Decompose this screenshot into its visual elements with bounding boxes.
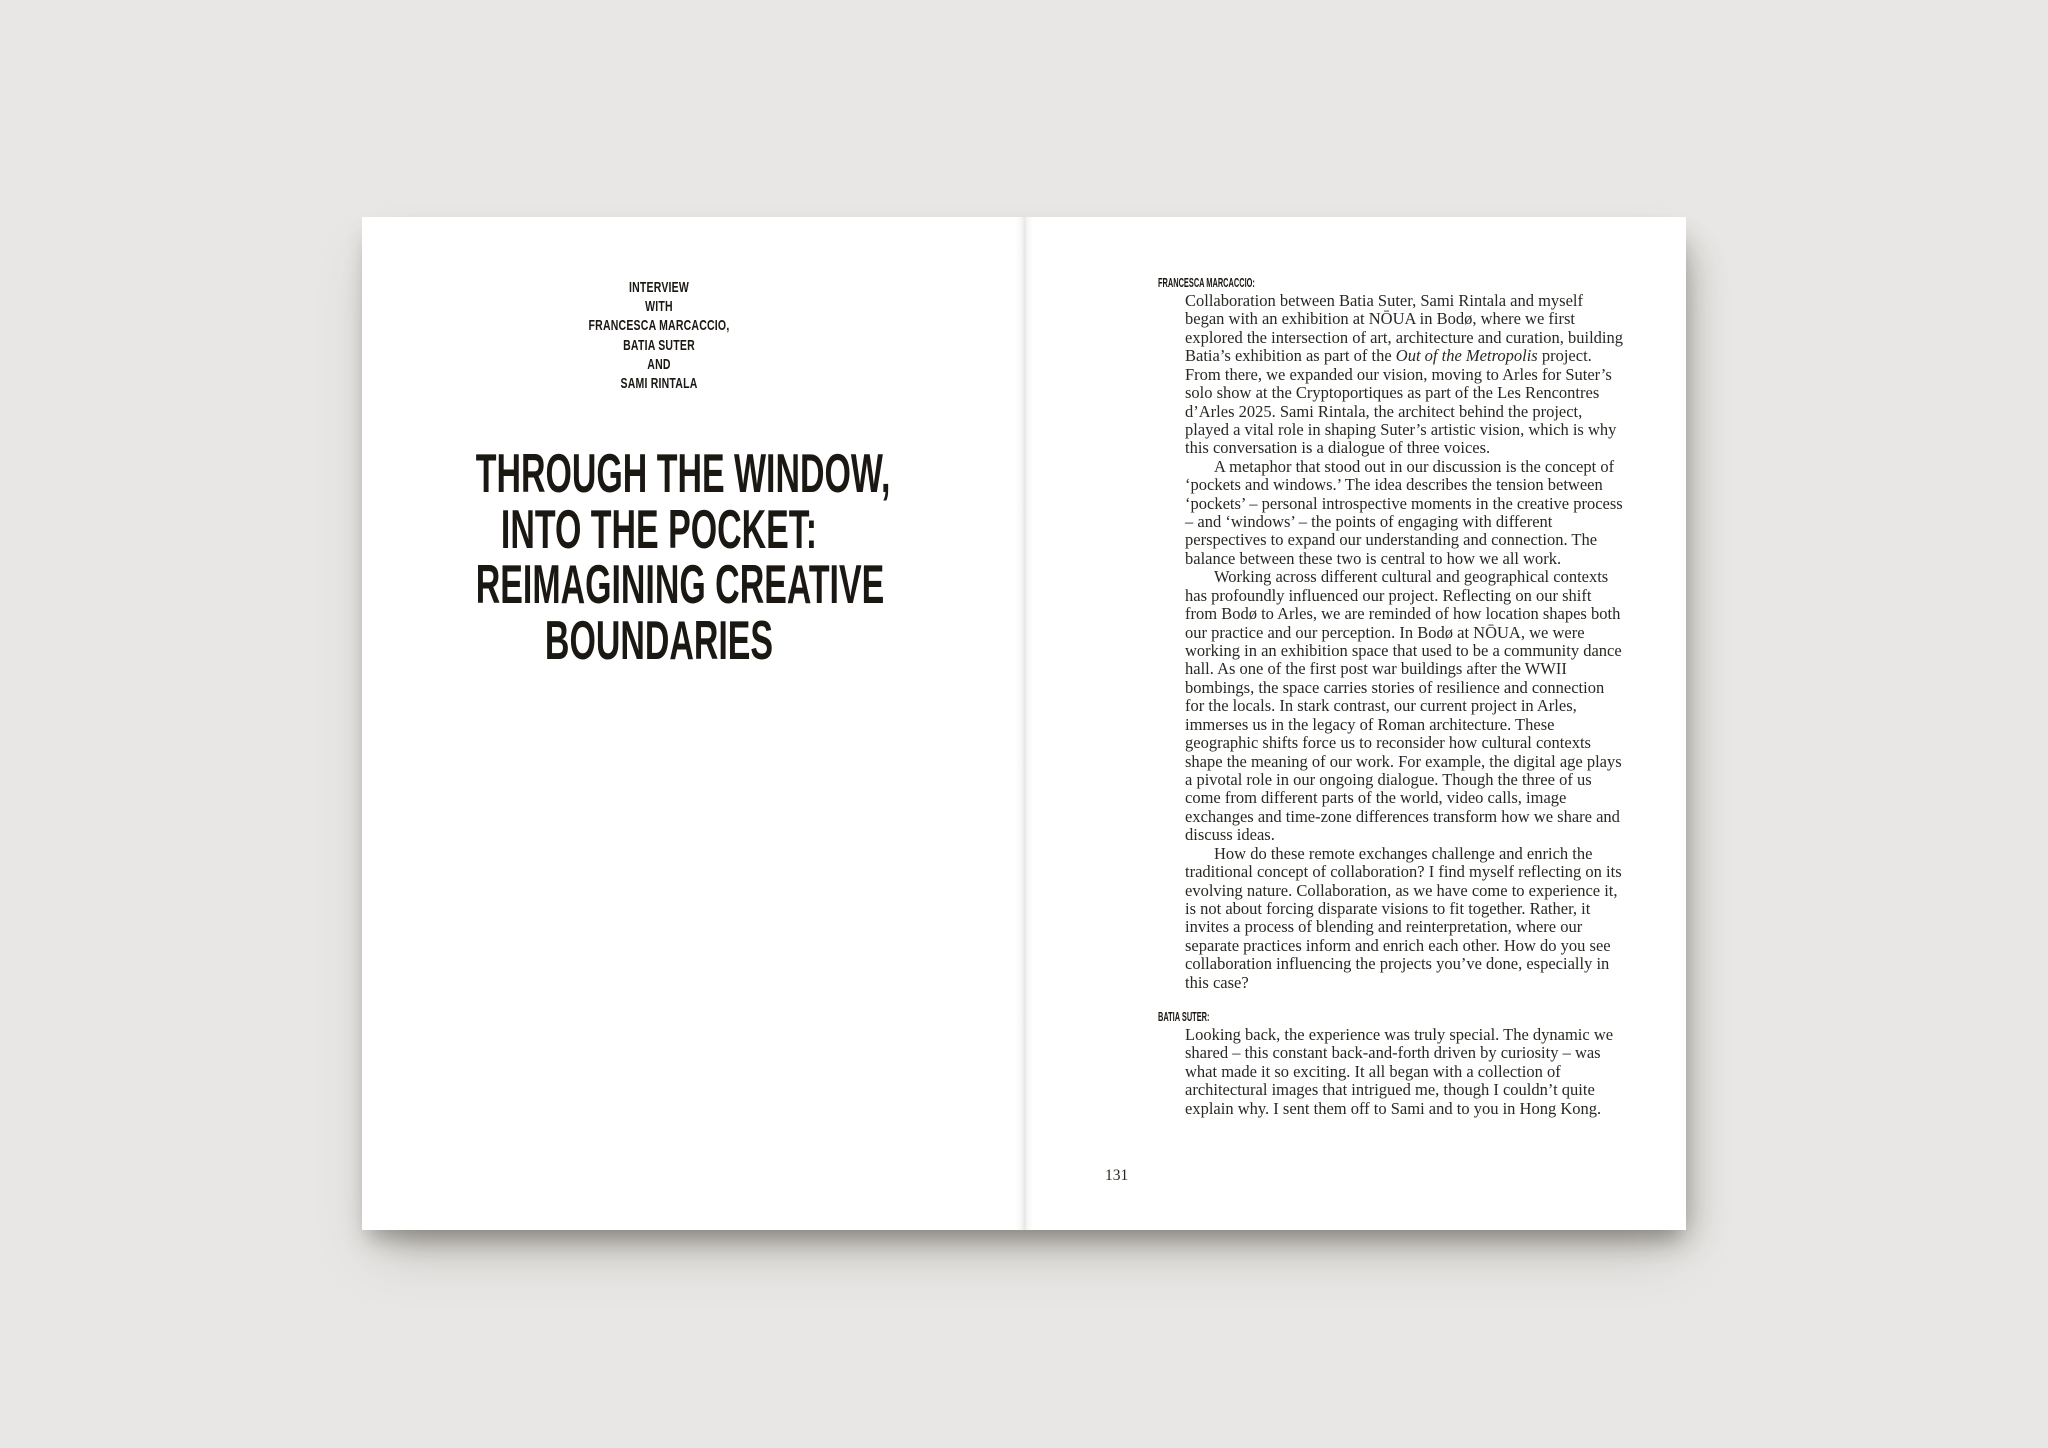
speaker-label: FRANCESCA MARCACCIO: [1158, 275, 1255, 290]
speech [1158, 1009, 1628, 1118]
title-line: INTO THE POCKET: [500, 497, 818, 560]
interview-body [1158, 275, 1628, 1118]
speaker-label: BATIA SUTER: [1158, 1009, 1210, 1025]
page-number: 131 [1105, 1167, 1129, 1184]
kicker-line: WITH [645, 298, 673, 316]
page-left [362, 217, 1024, 1230]
title-line: BOUNDARIES [544, 609, 774, 672]
book-spread [362, 217, 1686, 1230]
paragraph: Looking back, the experience was truly special. The dynamic we shared – this constant back-and-forth driven by curiosity – was what made it so exciting. It all began with a collection of architectural images that intrigued me, though I couldn’t quite explain why. I sent them off to Sami and to you in Hong Kong. [1185, 1025, 1614, 1118]
kicker-line: FRANCESCA MARCACCIO, [588, 317, 730, 335]
kicker-line: AND [647, 355, 671, 373]
paragraph: How do these remote exchanges challenge and enrich the traditional concept of collaboration? I find myself reflecting on its evolving nature. Collaboration, as we have come to experience it, is not about forcing disparate visions to fit together. Rather, it invites a process of blending and reinterpretation, where our separate practices inform and enrich each other. How do you see collaboration influencing the projects you’ve done, especially in this case? [1185, 843, 1622, 992]
speech [1158, 275, 1628, 992]
kicker-line: INTERVIEW [628, 279, 690, 296]
title-line: REIMAGINING CREATIVE [475, 553, 885, 616]
kicker-line: SAMI RINTALA [620, 375, 698, 393]
article-title [475, 442, 891, 672]
interview-kicker [451, 278, 867, 393]
paragraph: Working across different cultural and geographical contexts has profoundly influenced our project. Reflecting on our shift from Bodø to Arles, we are reminded of how location shapes both our practice and our perception. In Bodø at NŌUA, we were working in an exhibition space that used to be a community dance hall. As one of the first post war buildings after the WWII bombings, the space carries stories of resilience and connection for the locals. In stark contrast, our current project in Arles, immerses us in the legacy of Roman architecture. These geographic shifts force us to reconsider how cultural contexts shape the meaning of our work. For example, the digital age plays a pivotal role in our ongoing dialogue. Though the three of us come from different parts of the world, video calls, image exchanges and time-zone differences transform how we share and discuss ideas. [1185, 567, 1622, 845]
kicker-line: BATIA SUTER [623, 336, 695, 354]
paragraph: Collaboration between Batia Suter, Sami Rintala and myself began with an exhibition at NŌUA in Bodø, where we first explored the intersection of art, architecture and curation, building Batia’s exhibition as part of the Out of the Metropolis project. From there, we expanded our vision, moving to Arles for Suter’s solo show at the Cryptoportiques as part of the Les Rencontres d’Arles 2025. Sami Rintala, the architect behind the project, played a vital role in shaping Suter’s artistic vision, which is why this conversation is a dialogue of three voices. [1185, 291, 1623, 458]
title-line: THROUGH THE WINDOW, [475, 442, 891, 504]
paragraph: A metaphor that stood out in our discussion is the concept of ‘pockets and windows.’ The idea describes the tension between ‘pockets’ – personal introspective moments in the creative process – and ‘windows’ – the points of engaging with different perspectives to expand our understanding and connection. The balance between these two is central to how we all work. [1185, 456, 1623, 568]
page-right [1024, 217, 1686, 1230]
